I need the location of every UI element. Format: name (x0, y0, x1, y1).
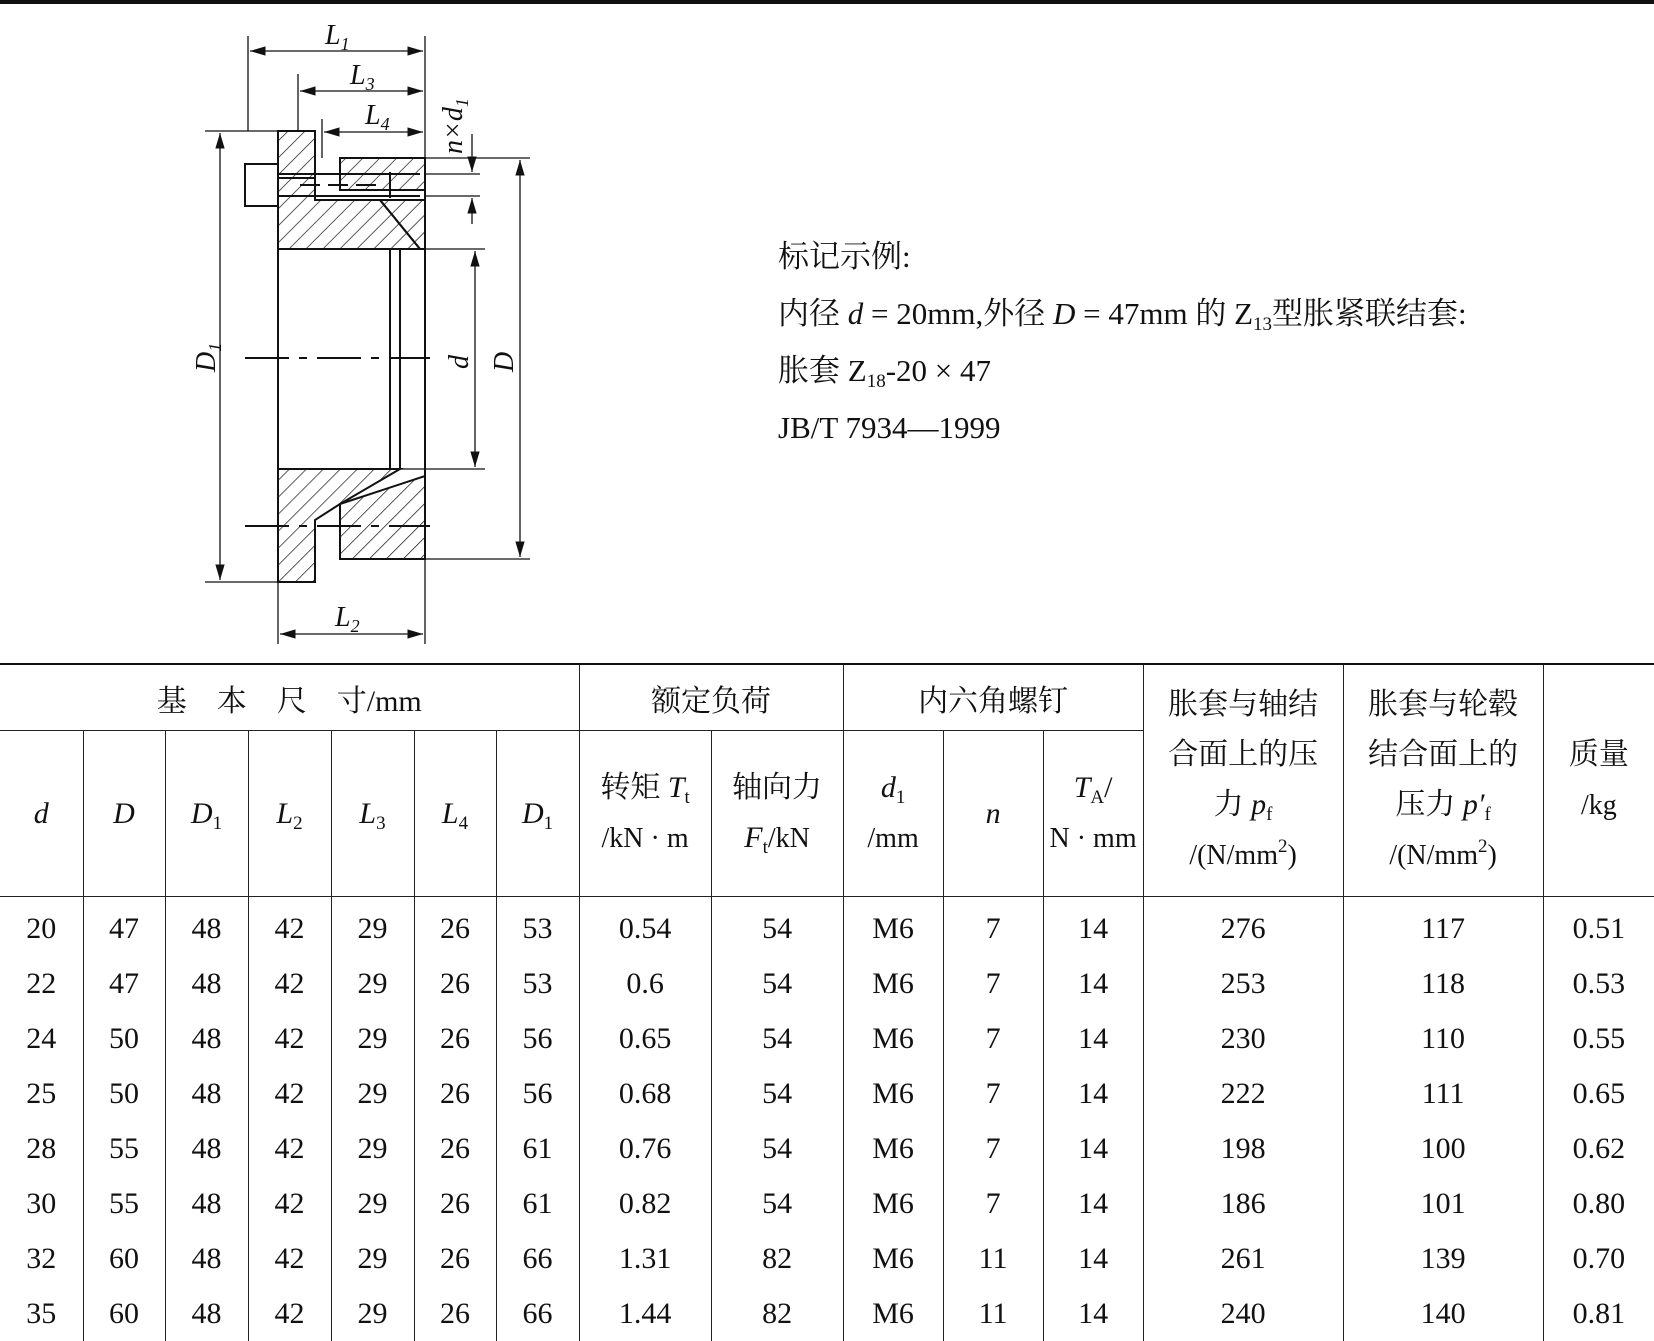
table-cell: 29 (331, 897, 414, 957)
table-cell: 48 (165, 1066, 248, 1121)
table-cell: 47 (83, 897, 165, 957)
label-L2: $L_2$ (334, 602, 360, 636)
table-cell: 117 (1343, 897, 1543, 957)
label-L3: $L_3$ (349, 60, 375, 94)
table-cell: M6 (843, 1011, 943, 1066)
table-cell: 186 (1143, 1176, 1343, 1231)
table-cell: 54 (711, 1066, 843, 1121)
label-D: D (489, 352, 520, 373)
table-cell: M6 (843, 1286, 943, 1341)
table-cell: 110 (1343, 1011, 1543, 1066)
table-cell: M6 (843, 1231, 943, 1286)
table-cell: 14 (1043, 1066, 1143, 1121)
table-cell: 0.65 (579, 1011, 711, 1066)
table-cell: 48 (165, 1176, 248, 1231)
spec-table (0, 663, 1654, 1341)
table-cell: 35 (0, 1286, 83, 1341)
table-cell: 48 (165, 1286, 248, 1341)
col-mass: 质量 /kg (1543, 664, 1654, 897)
label-D1: $D_1$ (191, 343, 225, 373)
col-D: D (83, 731, 165, 897)
col-TA: $T_A/$ N · mm (1043, 731, 1143, 897)
table-cell: 42 (248, 1121, 331, 1176)
table-cell: 48 (165, 1121, 248, 1176)
table-cell: 1.31 (579, 1231, 711, 1286)
table-cell: 111 (1343, 1066, 1543, 1121)
col-L2: $L_2$ (248, 731, 331, 897)
table-cell: 0.55 (1543, 1011, 1654, 1066)
table-cell: 118 (1343, 956, 1543, 1011)
table-cell: 82 (711, 1231, 843, 1286)
table-cell: 56 (496, 1066, 579, 1121)
table-cell: 48 (165, 956, 248, 1011)
table-cell: 0.6 (579, 956, 711, 1011)
table-cell: 25 (0, 1066, 83, 1121)
table-cell: 29 (331, 1176, 414, 1231)
marking-line-1: 内径 d = 20mm,外径 D = 47mm 的 $Z_{13}$型胀紧联结套: (778, 285, 1467, 342)
table-cell: 53 (496, 897, 579, 957)
table-cell: 0.82 (579, 1176, 711, 1231)
table-cell: 1.44 (579, 1286, 711, 1341)
table-cell: 26 (414, 1231, 496, 1286)
table-cell: 261 (1143, 1231, 1343, 1286)
table-cell: 66 (496, 1231, 579, 1286)
table-cell: 54 (711, 956, 843, 1011)
table-cell: 42 (248, 1231, 331, 1286)
table-cell: 56 (496, 1011, 579, 1066)
table-cell: 14 (1043, 1231, 1143, 1286)
table-cell: 7 (943, 897, 1043, 957)
col-d: d (0, 731, 83, 897)
table-cell: 54 (711, 1176, 843, 1231)
table-cell: 26 (414, 1286, 496, 1341)
group-hex-screw: 内六角螺钉 (843, 664, 1143, 731)
table-cell: 26 (414, 1011, 496, 1066)
table-cell: 55 (83, 1121, 165, 1176)
table-cell: 48 (165, 1231, 248, 1286)
marking-example (778, 228, 1467, 456)
table-cell: 29 (331, 1066, 414, 1121)
group-rated-load: 额定负荷 (579, 664, 843, 731)
table-cell: 29 (331, 956, 414, 1011)
table-cell: 0.80 (1543, 1176, 1654, 1231)
col-d1: $d_1$ /mm (843, 731, 943, 897)
table-cell: 7 (943, 1121, 1043, 1176)
col-L3: $L_3$ (331, 731, 414, 897)
marking-line-2: 胀套 $Z_{18}-20 \times 47$ (778, 342, 1467, 399)
table-cell: 60 (83, 1231, 165, 1286)
table-cell: 100 (1343, 1121, 1543, 1176)
table-cell: 26 (414, 1176, 496, 1231)
table-cell: 26 (414, 1121, 496, 1176)
table-cell: 253 (1143, 956, 1343, 1011)
table-cell: 42 (248, 1286, 331, 1341)
table-cell: 48 (165, 1011, 248, 1066)
table-row (0, 1176, 1654, 1231)
table-cell: 29 (331, 1011, 414, 1066)
col-axial-force: 轴向力 $F_t/kN$ (711, 731, 843, 897)
col-ppf: 胀套与轮毂结合面上的压力 $p'_f$ $/(N/mm^2)$ (1343, 664, 1543, 897)
table-cell: 14 (1043, 1011, 1143, 1066)
spec-table-body (0, 897, 1654, 1341)
table-cell: 230 (1143, 1011, 1343, 1066)
col-L4: $L_4$ (414, 731, 496, 897)
table-cell: 0.53 (1543, 956, 1654, 1011)
table-cell: M6 (843, 1121, 943, 1176)
table-cell: 7 (943, 1011, 1043, 1066)
label-d: d (444, 354, 475, 369)
col-torque: 转矩 $T_t$ /kN · m (579, 731, 711, 897)
table-cell: 42 (248, 1011, 331, 1066)
table-cell: 222 (1143, 1066, 1343, 1121)
table-cell: 26 (414, 1066, 496, 1121)
table-cell: 14 (1043, 1176, 1143, 1231)
table-cell: 140 (1343, 1286, 1543, 1341)
table-cell: 0.68 (579, 1066, 711, 1121)
table-cell: 48 (165, 897, 248, 957)
table-cell: 42 (248, 1176, 331, 1231)
table-cell: 26 (414, 897, 496, 957)
label-L1: $L_1$ (324, 20, 350, 54)
table-cell: 32 (0, 1231, 83, 1286)
table-cell: 101 (1343, 1176, 1543, 1231)
table-cell: 61 (496, 1176, 579, 1231)
table-cell: 14 (1043, 1121, 1143, 1176)
table-cell: 7 (943, 1176, 1043, 1231)
table-cell: 29 (331, 1121, 414, 1176)
table-cell: 14 (1043, 1286, 1143, 1341)
table-cell: 66 (496, 1286, 579, 1341)
table-cell: 50 (83, 1011, 165, 1066)
label-nxd1: $n\times d_1$ (438, 98, 472, 154)
table-cell: 54 (711, 1121, 843, 1176)
table-row (0, 1231, 1654, 1286)
col-n: n (943, 731, 1043, 897)
table-row (0, 897, 1654, 957)
table-cell: 61 (496, 1121, 579, 1176)
marking-line-3: JB/T 7934—1999 (778, 399, 1467, 456)
table-cell: 29 (331, 1286, 414, 1341)
table-cell: 198 (1143, 1121, 1343, 1176)
table-cell: 11 (943, 1286, 1043, 1341)
table-row (0, 1121, 1654, 1176)
table-row (0, 956, 1654, 1011)
table-cell: 14 (1043, 897, 1143, 957)
expansion-sleeve-drawing (150, 14, 570, 664)
table-cell: 29 (331, 1231, 414, 1286)
table-cell: 0.54 (579, 897, 711, 957)
table-row (0, 1066, 1654, 1121)
table-cell: 240 (1143, 1286, 1343, 1341)
table-cell: 0.62 (1543, 1121, 1654, 1176)
table-cell: 0.70 (1543, 1231, 1654, 1286)
table-cell: M6 (843, 956, 943, 1011)
table-cell: M6 (843, 897, 943, 957)
table-row (0, 1011, 1654, 1066)
table-cell: 276 (1143, 897, 1343, 957)
table-cell: 26 (414, 956, 496, 1011)
table-cell: 0.65 (1543, 1066, 1654, 1121)
table-cell: 14 (1043, 956, 1143, 1011)
table-cell: 22 (0, 956, 83, 1011)
table-cell: 30 (0, 1176, 83, 1231)
table-cell: 42 (248, 897, 331, 957)
table-cell: 42 (248, 956, 331, 1011)
table-cell: 47 (83, 956, 165, 1011)
table-cell: 42 (248, 1066, 331, 1121)
table-cell: 28 (0, 1121, 83, 1176)
table-cell: 139 (1343, 1231, 1543, 1286)
table-cell: M6 (843, 1176, 943, 1231)
table-cell: 54 (711, 1011, 843, 1066)
table-cell: 82 (711, 1286, 843, 1341)
table-cell: 60 (83, 1286, 165, 1341)
table-cell: 53 (496, 956, 579, 1011)
table-cell: 7 (943, 956, 1043, 1011)
table-cell: 24 (0, 1011, 83, 1066)
table-cell: 55 (83, 1176, 165, 1231)
table-cell: 0.81 (1543, 1286, 1654, 1341)
table-cell: 50 (83, 1066, 165, 1121)
table-cell: M6 (843, 1066, 943, 1121)
col-D1b: $D_1$ (496, 731, 579, 897)
marking-heading: 标记示例: (778, 228, 1467, 285)
table-cell: 0.76 (579, 1121, 711, 1176)
table-cell: 0.51 (1543, 897, 1654, 957)
top-rule (0, 0, 1654, 4)
col-D1a: $D_1$ (165, 731, 248, 897)
group-basic-dimensions: 基 本 尺 寸/mm (0, 664, 579, 731)
table-cell: 11 (943, 1231, 1043, 1286)
label-L4: $L_4$ (364, 100, 390, 134)
table-cell: 7 (943, 1066, 1043, 1121)
table-cell: 20 (0, 897, 83, 957)
table-cell: 54 (711, 897, 843, 957)
col-pf: 胀套与轴结合面上的压力 $p_f$ $/(N/mm^2)$ (1143, 664, 1343, 897)
